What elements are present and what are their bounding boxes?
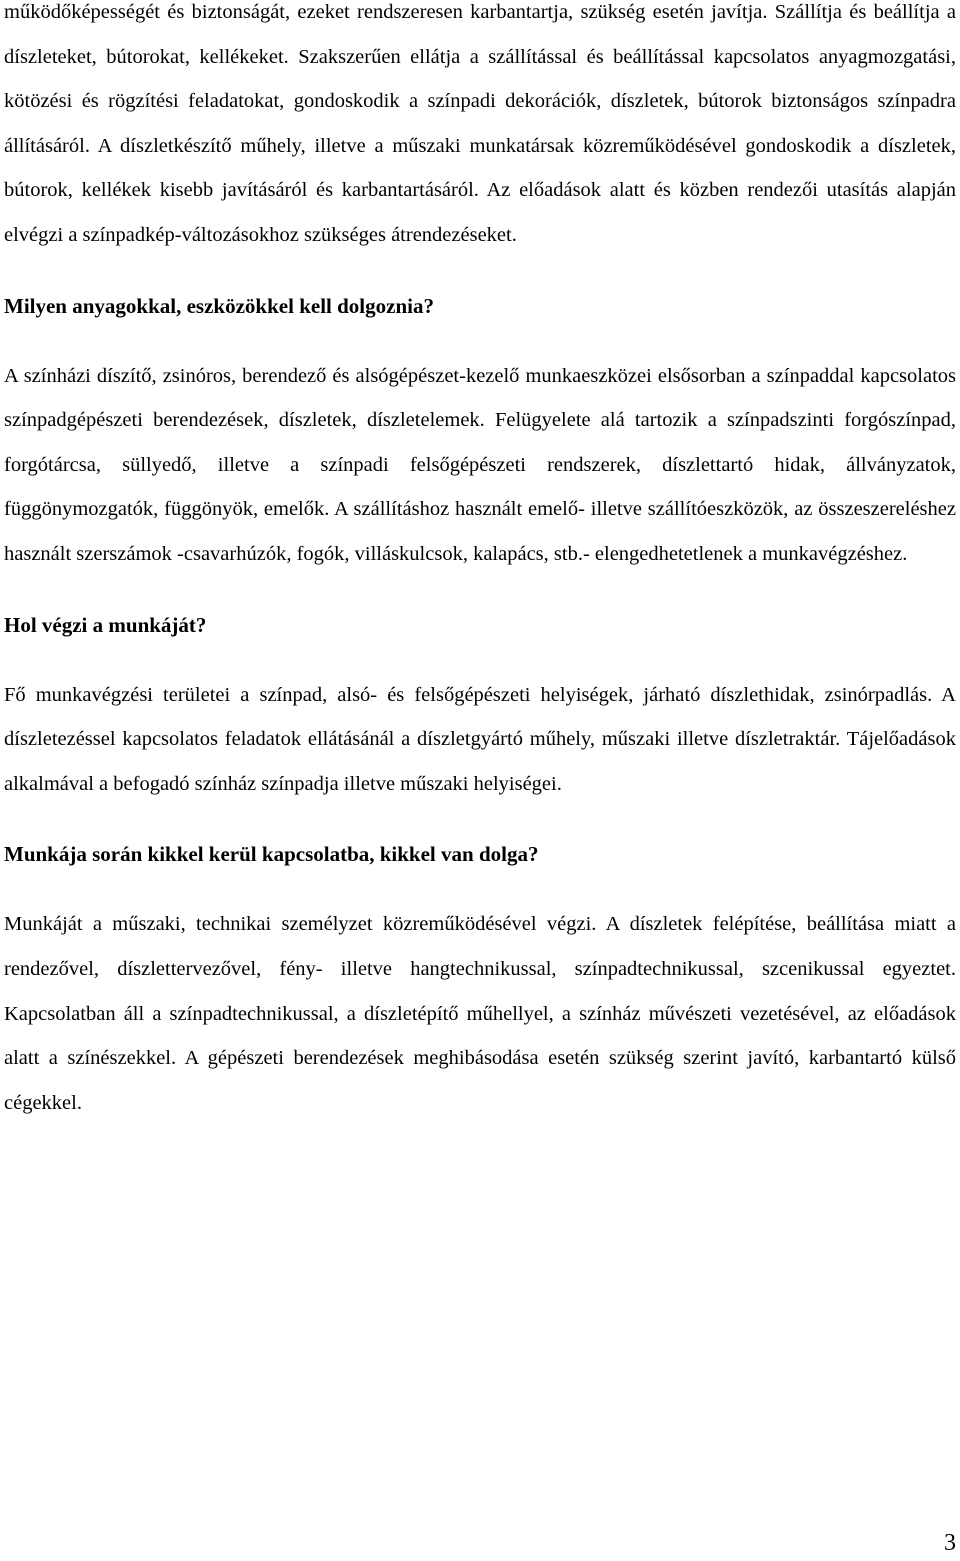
section-body-contacts: Munkáját a műszaki, technikai személyzet közreműködésével végzi. A díszletek felépítése, beállítása miatt a rendezővel, díszlettervezővel, fény- illetve hangtechnikussal, színpadtechnikussal, szcenikussal egyeztet. Kapcsolatban áll a színpadtechnikussal, a díszletépítő műhellyel, a színház művészeti vezetésével, az előadások alatt a színészekkel. A gépészeti berendezések meghibásodása esetén szükség szerint javító, karbantartó külső cégekkel. [4,913,956,1114]
section-heading-workplace: Hol végzi a munkáját? [4,612,207,637]
page-number: 3 [944,1530,956,1556]
section-body-workplace: Fő munkavégzési területei a színpad, alsó- és felsőgépészeti helyiségek, járható díszlethidak, zsinórpadlás. A díszletezéssel kapcsolatos feladatok ellátásánál a díszletgyártó műhely, műszaki illetve díszletraktár. Tájelőadások alkalmával a befogadó színház színpadja illetve műszaki helyiségei. [4,683,956,795]
section-body-materials: A színházi díszítő, zsinóros, berendező és alsógépészet-kezelő munkaeszközei elsősorban a színpaddal kapcsolatos színpadgépészeti berendezések, díszletek, díszletelemek. Felügyelete alá tartozik a színpadszinti forgószínpad, forgótárcsa, süllyedő, illetve a színpadi felsőgépészeti rendszerek, díszlettartó hidak, állványzatok, függönymozgatók, függönyök, emelők. A szállításhoz használt emelő- illetve szállítóeszközök, az összeszereléshez használt szerszámok -csavarhúzók, fogók, villáskulcsok, kalapács, stb.- elengedhetetlenek a munkavégzéshez. [4,364,956,565]
intro-paragraph: működőképességét és biztonságát, ezeket rendszeresen karbantartja, szükség esetén javítja. Szállítja és beállítja a díszleteket, bútorokat, kellékeket. Szakszerűen ellátja a szállítással és beállítással kapcsolatos anyagmozgatási, kötözési és rögzítési feladatokat, gondoskodik a színpadi dekorációk, díszletek, bútorok biztonságos színpadra állításáról. A díszletkészítő műhely, illetve a műszaki munkatársak közreműködésével gondoskodik a díszletek, bútorok, kellékek kisebb javításáról és karbantartásáról. Az előadások alatt és közben rendezői utasítás alapján elvégzi a színpadkép-változásokhoz szükséges átrendezéseket. [4,1,956,246]
document-page [4,0,956,1125]
section-heading-materials: Milyen anyagokkal, eszközökkel kell dolgoznia? [4,293,434,318]
section-heading-contacts: Munkája során kikkel kerül kapcsolatba, kikkel van dolga? [4,842,539,867]
